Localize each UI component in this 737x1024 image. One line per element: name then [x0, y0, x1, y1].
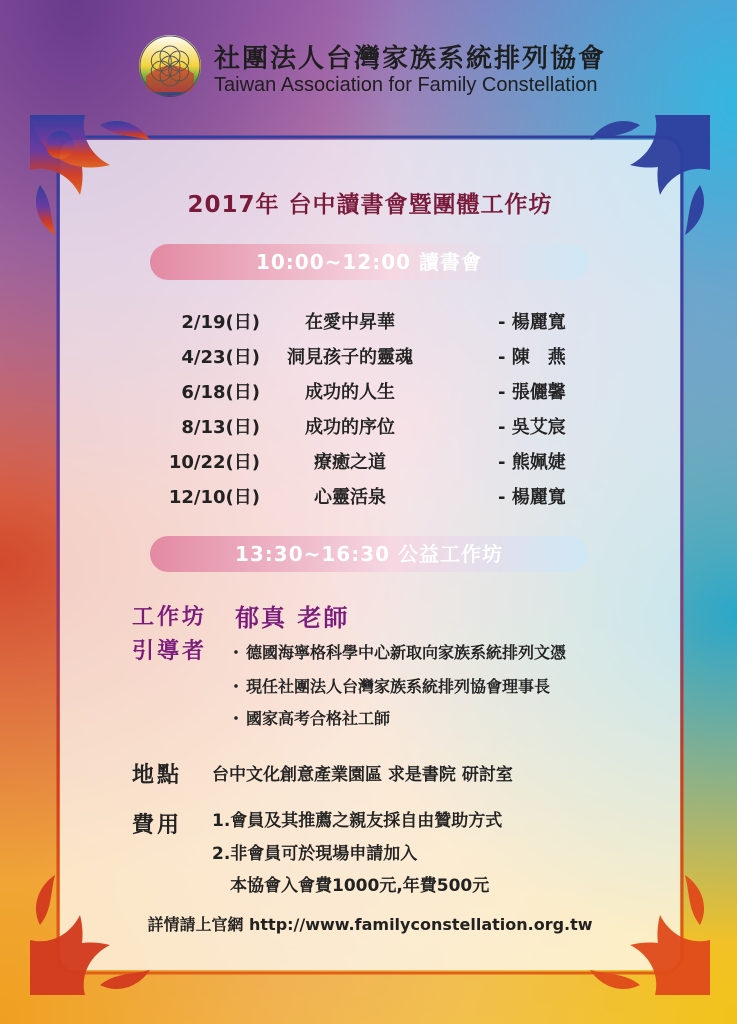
session-topic: 心靈活泉	[314, 487, 386, 508]
schedule-row	[130, 374, 600, 409]
fee-label: 費用	[132, 813, 183, 838]
schedule-row	[130, 339, 600, 374]
session-date: 8/13(日)	[181, 417, 260, 438]
session-date: 4/23(日)	[181, 347, 260, 368]
session-topic: 療癒之道	[314, 452, 386, 473]
workshop-label-line2: 引導者	[132, 639, 208, 664]
session-date: 12/10(日)	[168, 487, 260, 508]
session-topic: 成功的序位	[305, 417, 395, 438]
fee-line: 1.會員及其推薦之親友採自由贊助方式	[212, 811, 503, 831]
schedule-row	[130, 409, 600, 444]
workshop-label-line1: 工作坊	[132, 605, 208, 630]
session-topic: 洞見孩子的靈魂	[287, 347, 413, 368]
session-topic: 在愛中昇華	[305, 312, 395, 333]
session-speaker: - 張儷馨	[498, 382, 566, 403]
org-name-zh: 社團法人台灣家族系統排列協會	[214, 44, 607, 74]
workshop-teacher: 郁真 老師	[235, 604, 350, 632]
location-label: 地點	[132, 763, 183, 788]
bullet-mark: ・	[228, 643, 245, 662]
reading-club-schedule	[130, 304, 600, 514]
workshop-time-banner: 13:30~16:30 公益工作坊	[150, 536, 588, 572]
schedule-row	[130, 479, 600, 514]
teacher-credential	[228, 640, 566, 663]
credential-text: 現任社團法人台灣家族系統排列協會理事長	[246, 677, 551, 696]
teacher-credential	[228, 674, 550, 697]
session-topic: 成功的人生	[305, 382, 395, 403]
bullet-mark: ・	[228, 709, 245, 728]
teacher-credential	[228, 706, 390, 729]
session-date: 6/18(日)	[181, 382, 260, 403]
location-value: 台中文化創意產業園區 求是書院 研討室	[212, 765, 513, 785]
session-speaker: - 吳艾宸	[498, 417, 566, 438]
website-link[interactable]: 詳情請上官網 http://www.familyconstellation.org.tw	[147, 915, 593, 934]
event-title: 2017年 台中讀書會暨團體工作坊	[187, 192, 553, 218]
fee-line: 本協會入會費1000元,年費500元	[230, 876, 490, 896]
fee-line: 2.非會員可於現場申請加入	[212, 844, 418, 864]
session-speaker: - 陳 燕	[498, 347, 566, 368]
credential-text: 德國海寧格科學中心新取向家族系統排列文憑	[246, 643, 567, 662]
reading-club-time-banner: 10:00~12:00 讀書會	[150, 244, 588, 280]
session-speaker: - 楊麗寬	[498, 487, 566, 508]
session-speaker: - 楊麗寬	[498, 312, 566, 333]
header	[138, 30, 608, 100]
org-name-en: Taiwan Association for Family Constellation	[214, 74, 598, 96]
schedule-row	[130, 444, 600, 479]
session-date: 2/19(日)	[181, 312, 260, 333]
schedule-row	[130, 304, 600, 339]
session-date: 10/22(日)	[168, 452, 260, 473]
credential-text: 國家高考合格社工師	[246, 709, 391, 728]
session-speaker: - 熊姵婕	[498, 452, 566, 473]
content-panel	[60, 140, 680, 950]
bullet-mark: ・	[228, 677, 245, 696]
flower-of-life-logo-icon	[138, 34, 202, 98]
